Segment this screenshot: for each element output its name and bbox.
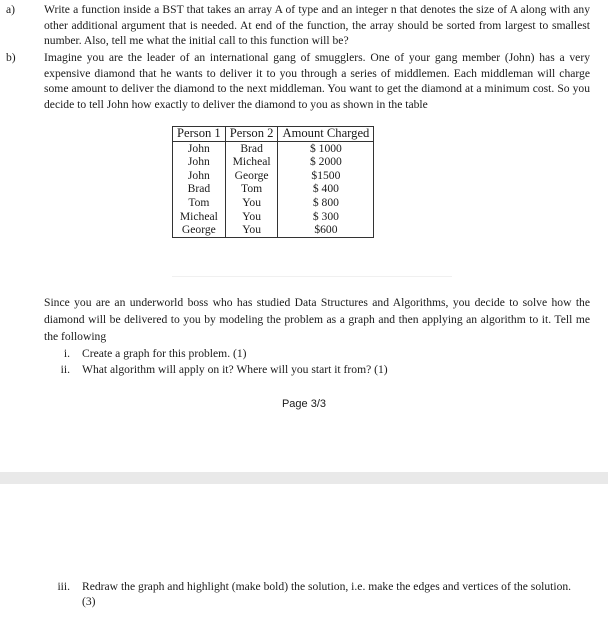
cell-amount: $ 300: [278, 210, 374, 224]
cell-person-1: Tom: [173, 196, 226, 210]
cell-amount: $ 2000: [278, 155, 374, 169]
page-number: Page 3/3: [281, 398, 327, 410]
cell-person-2: George: [225, 169, 278, 183]
question-a-text: Write a function inside a BST that takes an array A of type and an integer n that denotes the size of A along with any other additional argument that is needed. At end of the function, the array should be sorted from largest to smallest number. Also, tell me what the initial call to this function will be?: [44, 3, 590, 48]
cell-person-2: Tom: [225, 182, 278, 196]
question-b-marker: b): [6, 51, 16, 64]
graph-problem-paragraph: Since you are an underworld boss who has studied Data Structures and Algorithms, you decide to solve how the diamond will be delivered to you by modeling the problem as a graph and then applying an algorithm to it. Tell me the following: [44, 296, 590, 343]
header-person-1: Person 1: [173, 127, 226, 142]
question-b-text: Imagine you are the leader of an international gang of smugglers. One of your gang member (John) has a very expensive diamond that he wants to deliver it to you through a series of middlemen. Each middleman will charge some amount to deliver the diamond to the next middleman. You want to get the diamond at a minimum cost. So you decide to tell John how exactly to deliver the diamond to you as shown in the table: [44, 51, 590, 111]
subquestion-number: ii.: [60, 363, 70, 376]
table-row: [173, 210, 374, 224]
subquestion-text: What algorithm will apply on it? Where will you start it from? (1): [82, 363, 388, 376]
cell-person-2: You: [225, 210, 278, 224]
page-break-gap: [0, 472, 608, 484]
question-a-marker: a): [6, 3, 16, 16]
document-page-next: [0, 484, 608, 629]
table-row: [173, 155, 374, 169]
subquestion-number: i.: [63, 347, 70, 360]
table-header-row: [173, 127, 374, 142]
cell-person-2: You: [225, 196, 278, 210]
cell-amount: $1500: [278, 169, 374, 183]
cell-amount: $ 800: [278, 196, 374, 210]
question-b: [0, 50, 608, 120]
table-row: [173, 169, 374, 183]
subquestion-text: Redraw the graph and highlight (make bold) the solution, i.e. make the edges and vertices of the solution. (3): [82, 580, 572, 608]
cell-person-1: Micheal: [173, 210, 226, 224]
cell-person-1: John: [173, 141, 226, 155]
header-amount-charged: Amount Charged: [278, 127, 374, 142]
subquestion-text: Create a graph for this problem. (1): [82, 347, 247, 360]
subquestion-ii: [50, 362, 590, 377]
cell-person-1: George: [173, 223, 226, 237]
delivery-cost-table: [172, 126, 374, 238]
cell-person-1: John: [173, 155, 226, 169]
cell-person-2: You: [225, 223, 278, 237]
header-person-2: Person 2: [225, 127, 278, 142]
question-a: [0, 2, 608, 50]
table-row: [173, 196, 374, 210]
divider: [172, 276, 452, 277]
cell-amount: $ 1000: [278, 141, 374, 155]
cell-person-2: Brad: [225, 141, 278, 155]
subquestion-number: iii.: [57, 580, 70, 593]
cell-amount: $ 400: [278, 182, 374, 196]
table-row: [173, 223, 374, 237]
table-row: [173, 182, 374, 196]
subquestion-iii: [50, 579, 590, 613]
cell-person-1: John: [173, 169, 226, 183]
cell-person-2: Micheal: [225, 155, 278, 169]
subquestion-i: [50, 346, 590, 361]
table-row: [173, 141, 374, 155]
cell-amount: $600: [278, 223, 374, 237]
cell-person-1: Brad: [173, 182, 226, 196]
